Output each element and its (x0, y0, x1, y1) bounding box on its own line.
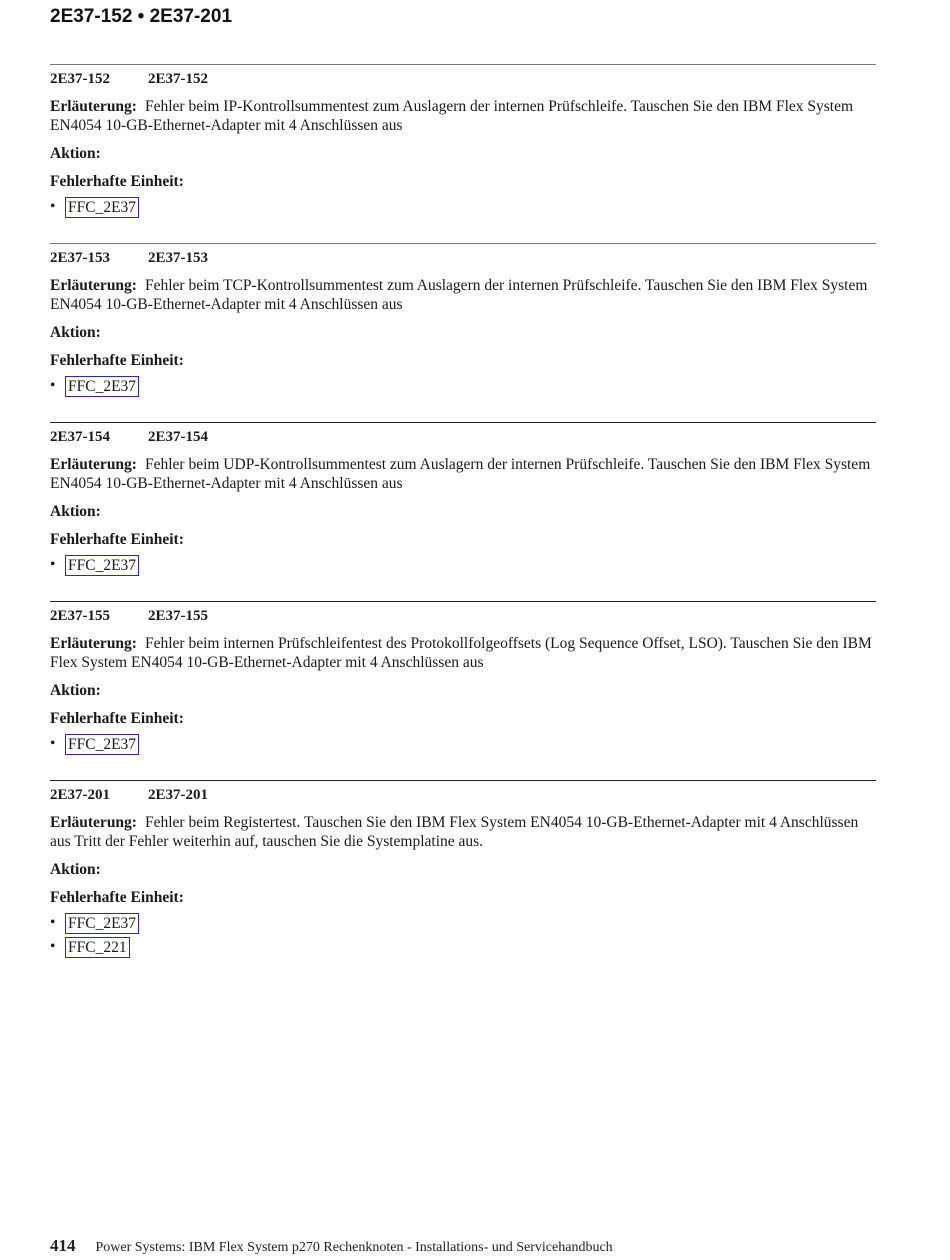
page-header-title: 2E37-152 • 2E37-201 (50, 6, 233, 27)
error-codes (50, 71, 876, 88)
explanation (50, 276, 876, 314)
error-code-repeat: 2E37-154 (148, 429, 208, 445)
action-label: Aktion: (50, 682, 101, 699)
faulty-unit-label: Fehlerhafte Einheit: (50, 352, 184, 369)
error-entry (50, 780, 876, 959)
error-code: 2E37-154 (50, 429, 110, 445)
list-item (50, 195, 876, 219)
fru-list (50, 732, 876, 756)
error-codes (50, 608, 876, 625)
list-item (50, 935, 876, 959)
bullet-icon: • (50, 735, 56, 752)
bullet-icon: • (50, 938, 56, 955)
error-code: 2E37-201 (50, 787, 110, 803)
fru-list (50, 374, 876, 398)
error-codes (50, 429, 876, 446)
error-code: 2E37-152 (50, 71, 110, 87)
error-entry (50, 601, 876, 780)
bullet-icon: • (50, 556, 56, 573)
action-label: Aktion: (50, 861, 101, 878)
bullet-icon: • (50, 377, 56, 394)
fru-link[interactable]: FFC_2E37 (65, 913, 139, 934)
fru-link[interactable]: FFC_2E37 (65, 197, 139, 218)
error-code: 2E37-153 (50, 250, 110, 266)
error-code: 2E37-155 (50, 608, 110, 624)
explanation (50, 813, 876, 851)
fru-link[interactable]: FFC_2E37 (65, 376, 139, 397)
error-codes (50, 787, 876, 804)
fru-list (50, 911, 876, 959)
fru-link[interactable]: FFC_2E37 (65, 555, 139, 576)
list-item (50, 374, 876, 398)
explanation-text: Fehler beim UDP-Kontrollsummentest zum Auslagern der internen Prüfschleife. Tauschen Sie den IBM Flex System EN4054 10-GB-Ethernet-Adapter mit 4 Anschlüssen aus (50, 456, 871, 492)
error-code-repeat: 2E37-152 (148, 71, 208, 87)
list-item (50, 553, 876, 577)
footer-text: Power Systems: IBM Flex System p270 Rechenknoten - Installations- und Servicehandbuch (95, 1240, 613, 1255)
bullet-icon: • (50, 914, 56, 931)
explanation-text: Fehler beim TCP-Kontrollsummentest zum Auslagern der internen Prüfschleife. Tauschen Sie den IBM Flex System EN4054 10-GB-Ethernet-Adapter mit 4 Anschlüssen aus (50, 277, 868, 313)
explanation-text: Fehler beim internen Prüfschleifentest des Protokollfolgeoffsets (Log Sequence Offset, LSO). Tauschen Sie den IBM Flex System EN4054 10-GB-Ethernet-Adapter mit 4 Anschlüssen aus (50, 635, 872, 671)
explanation-label: Erläuterung: (50, 98, 137, 115)
list-item (50, 732, 876, 756)
explanation (50, 97, 876, 135)
faulty-unit-label: Fehlerhafte Einheit: (50, 173, 184, 190)
explanation-label: Erläuterung: (50, 635, 137, 652)
fru-list (50, 195, 876, 219)
action-label: Aktion: (50, 503, 101, 520)
explanation-label: Erläuterung: (50, 456, 137, 473)
explanation-text: Fehler beim Registertest. Tauschen Sie den IBM Flex System EN4054 10-GB-Ethernet-Adapter mit 4 Anschlüssen aus Tritt der Fehler weiterhin auf, tauschen Sie die Systemplatine aus. (50, 814, 859, 850)
error-entry (50, 422, 876, 601)
explanation-text: Fehler beim IP-Kontrollsummentest zum Auslagern der internen Prüfschleife. Tauschen Sie den IBM Flex System EN4054 10-GB-Ethernet-Adapter mit 4 Anschlüssen aus (50, 98, 854, 134)
error-code-repeat: 2E37-153 (148, 250, 208, 266)
action-label: Aktion: (50, 145, 101, 162)
fru-list (50, 553, 876, 577)
error-codes (50, 250, 876, 267)
fru-link[interactable]: FFC_221 (65, 937, 130, 958)
action-label: Aktion: (50, 324, 101, 341)
error-entry (50, 243, 876, 422)
faulty-unit-label: Fehlerhafte Einheit: (50, 710, 184, 727)
error-code-repeat: 2E37-201 (148, 787, 208, 803)
list-item (50, 911, 876, 935)
fru-link[interactable]: FFC_2E37 (65, 734, 139, 755)
faulty-unit-label: Fehlerhafte Einheit: (50, 531, 184, 548)
page-number: 414 (50, 1236, 76, 1255)
bullet-icon: • (50, 198, 56, 215)
faulty-unit-label: Fehlerhafte Einheit: (50, 889, 184, 906)
explanation (50, 455, 876, 493)
error-entry (50, 64, 876, 243)
error-code-list (50, 64, 876, 959)
error-code-repeat: 2E37-155 (148, 608, 208, 624)
explanation-label: Erläuterung: (50, 277, 137, 294)
explanation (50, 634, 876, 672)
page-footer (50, 1236, 613, 1256)
explanation-label: Erläuterung: (50, 814, 137, 831)
